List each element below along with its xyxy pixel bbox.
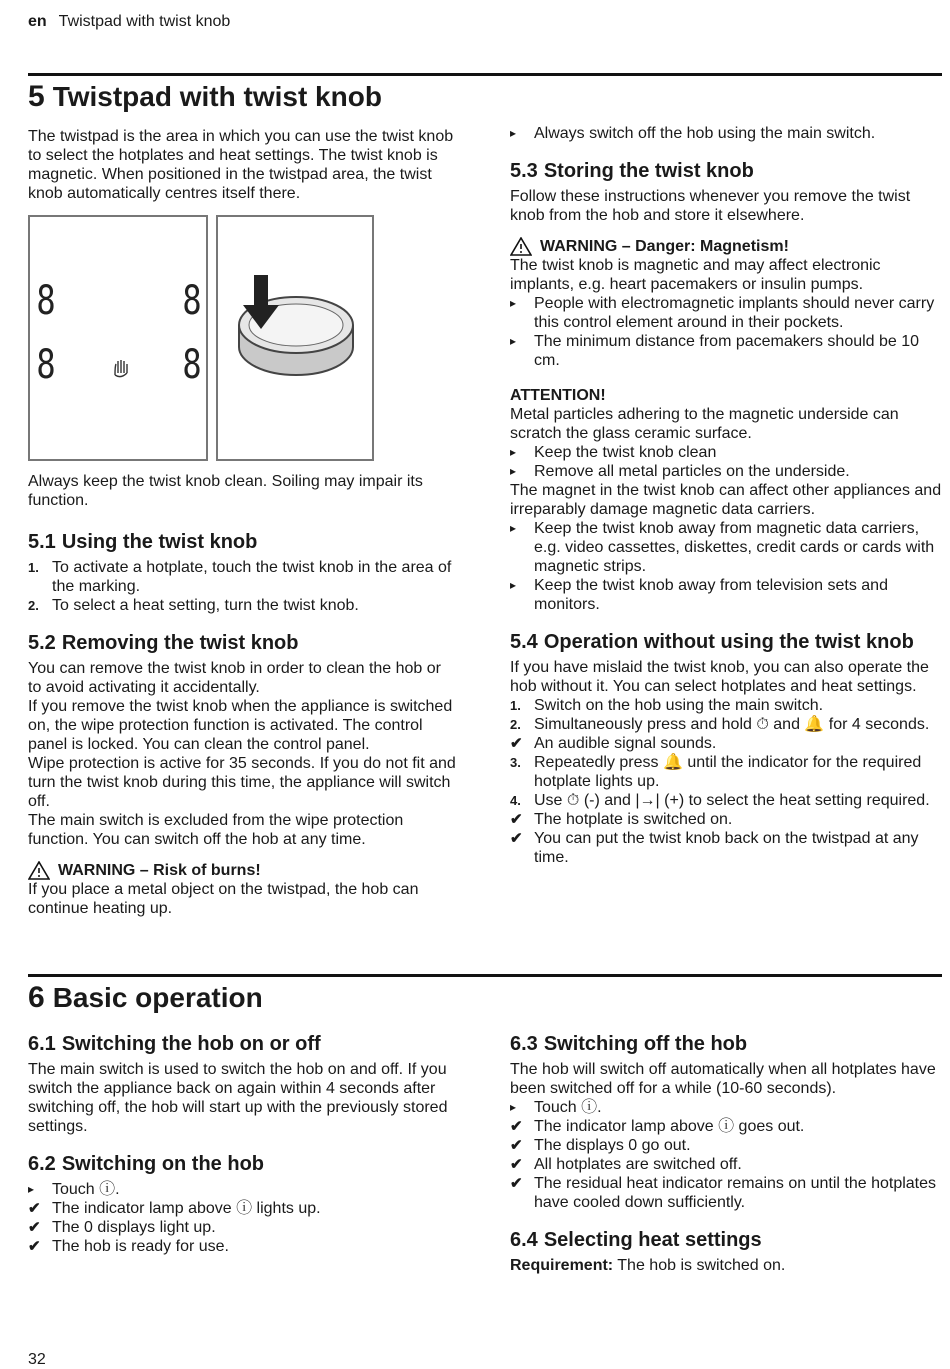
- attention-title: ATTENTION!: [510, 387, 606, 404]
- requirement-text: The hob is switched on.: [613, 1257, 786, 1274]
- intro-paragraph: The twistpad is the area in which you can use the twist knob to select the hotplates and heat settings. The twist knob is magnetic. When positioned in the twistpad area, the twist knob automatically centres itself there.: [28, 128, 454, 202]
- paragraph: If you have mislaid the twist knob, you can also operate the hob without it. You can select hotplates and heat settings.: [510, 659, 929, 695]
- twist-knob-diagram: [216, 215, 374, 461]
- list-item: [510, 734, 944, 753]
- requirement-label: Requirement:: [510, 1257, 614, 1274]
- list-item: [510, 810, 944, 829]
- section-6-2-heading: [28, 1152, 458, 1176]
- list-item: [28, 1199, 458, 1218]
- step-number: 2.: [28, 598, 39, 613]
- bullet-text: Always switch off the hob using the main switch.: [534, 125, 876, 142]
- bullet-icon: ▸: [510, 126, 517, 140]
- bullet-text: Touch ⓘ.: [534, 1099, 602, 1116]
- result-text: The 0 displays light up.: [52, 1219, 216, 1236]
- section-title: Switching on the hob: [61, 1153, 265, 1175]
- section-number: 5.4: [510, 631, 538, 653]
- check-icon: ✔: [28, 1219, 41, 1236]
- chapter6-right-column: [510, 1032, 944, 1275]
- section-number: 6.3: [510, 1033, 538, 1055]
- list-item: [510, 1136, 944, 1155]
- section-number: 6.4: [510, 1229, 538, 1251]
- list-item: [510, 332, 944, 370]
- step-text: Use ⏱ (-) and |→| (+) to select the heat setting required.: [534, 792, 930, 809]
- check-icon: ✔: [510, 1118, 523, 1135]
- result-text: The indicator lamp above ⓘ lights up.: [52, 1200, 321, 1217]
- step-text: Switch on the hob using the main switch.: [534, 697, 824, 714]
- language-code: en: [28, 13, 47, 30]
- list-item: [510, 124, 944, 143]
- clean-note: Always keep the twist knob clean. Soiling may impair its function.: [28, 473, 423, 509]
- step-text: Repeatedly press 🔔 until the indicator for the required hotplate lights up.: [534, 754, 922, 790]
- check-icon: ✔: [28, 1238, 41, 1255]
- chapter-number: 6: [28, 981, 45, 1014]
- step-number: 2.: [510, 717, 521, 732]
- chapter-title: [28, 981, 263, 1015]
- step-number: 1.: [510, 698, 521, 713]
- hotplate-display: 8: [36, 342, 56, 388]
- section-number: 5.1: [28, 531, 56, 553]
- bullet-text: Keep the twist knob away from television sets and monitors.: [534, 577, 888, 613]
- result-text: The indicator lamp above ⓘ goes out.: [534, 1118, 805, 1135]
- list-item: [510, 443, 944, 462]
- chapter-title-text: Twistpad with twist knob: [52, 81, 382, 112]
- list-item: [510, 519, 944, 576]
- step-number: 3.: [510, 755, 521, 770]
- bullet-icon: ▸: [510, 1100, 517, 1114]
- paragraph: The magnet in the twist knob can affect other appliances and irreparably damage magnetic data carriers.: [510, 482, 942, 518]
- bullet-text: Keep the twist knob away from magnetic data carriers, e.g. video cassettes, diskettes, credit cards or cards with magnetic strips.: [534, 520, 935, 575]
- chapter6-left-column: [28, 1032, 458, 1256]
- section-number: 5.3: [510, 160, 538, 182]
- section-title: Switching off the hob: [543, 1033, 748, 1055]
- bullet-text: Keep the twist knob clean: [534, 444, 717, 461]
- list-item: [28, 1218, 458, 1237]
- section-5-3-heading: [510, 159, 944, 183]
- chapter-title-text: Basic operation: [52, 982, 263, 1013]
- section-6-1-heading: [28, 1032, 458, 1056]
- bullet-text: The minimum distance from pacemakers should be 10 cm.: [534, 333, 920, 369]
- bullet-text: Remove all metal particles on the underside.: [534, 463, 850, 480]
- chapter5-left-lower: [28, 472, 458, 918]
- step-number: 1.: [28, 560, 39, 575]
- hotplate-display: 8: [36, 278, 56, 324]
- section-title: Using the twist knob: [61, 531, 258, 553]
- check-icon: ✔: [510, 830, 523, 847]
- bullet-text: Touch ⓘ.: [52, 1181, 120, 1198]
- list-item: [510, 696, 944, 715]
- wipe-protection-icon: [110, 357, 132, 379]
- requirement: [510, 1256, 944, 1275]
- section-title: Storing the twist knob: [543, 160, 754, 182]
- section-title: Operation without using the twist knob: [543, 631, 914, 653]
- attention-text: Metal particles adhering to the magnetic underside can scratch the glass ceramic surface.: [510, 406, 899, 442]
- list-item: [510, 1155, 944, 1174]
- list-item: [28, 1180, 458, 1199]
- hotplate-display: 8: [182, 342, 202, 388]
- section-5-1-heading: [28, 530, 458, 554]
- warning-title: WARNING – Danger: Magnetism!: [540, 238, 789, 255]
- warning-text: If you place a metal object on the twistpad, the hob can continue heating up.: [28, 881, 419, 917]
- list-item: [510, 791, 944, 810]
- step-text: To activate a hotplate, touch the twist knob in the area of the marking.: [52, 559, 452, 595]
- section-title: Removing the twist knob: [61, 632, 299, 654]
- warning-title: WARNING – Risk of burns!: [58, 862, 261, 879]
- result-text: All hotplates are switched off.: [534, 1156, 742, 1173]
- chapter-rule: [28, 73, 942, 76]
- list-item: [510, 753, 944, 791]
- list-item: [510, 1117, 944, 1136]
- step-number: 4.: [510, 793, 521, 808]
- paragraph: If you remove the twist knob when the appliance is switched on, the wipe protection function is activated. The control panel is locked. You can clean the control panel.: [28, 698, 453, 753]
- result-text: The hob is ready for use.: [52, 1238, 229, 1255]
- control-panel-diagram: [28, 215, 208, 461]
- chapter-number: 5: [28, 80, 45, 113]
- section-number: 6.2: [28, 1153, 56, 1175]
- warning-heading: [510, 237, 944, 256]
- section-number: 6.1: [28, 1033, 56, 1055]
- section-5-2-heading: [28, 631, 458, 655]
- bullet-icon: ▸: [28, 1182, 35, 1196]
- list-item: [510, 829, 944, 867]
- check-icon: ✔: [28, 1200, 41, 1217]
- page-number: 32: [28, 1351, 46, 1368]
- list-item: [510, 294, 944, 332]
- list-item: [28, 558, 458, 596]
- list-item: [28, 1237, 458, 1256]
- result-text: An audible signal sounds.: [534, 735, 717, 752]
- section-5-4-heading: [510, 630, 944, 654]
- check-icon: ✔: [510, 1137, 523, 1154]
- list-item: [510, 1174, 944, 1212]
- hotplate-display: 8: [182, 278, 202, 324]
- chapter5-left-column: [28, 127, 458, 203]
- result-text: You can put the twist knob back on the twistpad at any time.: [534, 830, 919, 866]
- bullet-text: People with electromagnetic implants should never carry this control element around in their pockets.: [534, 295, 935, 331]
- warning-text: The twist knob is magnetic and may affect electronic implants, e.g. heart pacemakers or insulin pumps.: [510, 257, 881, 293]
- check-icon: ✔: [510, 1175, 523, 1192]
- bullet-icon: ▸: [510, 445, 517, 459]
- section-title: Switching the hob on or off: [61, 1033, 321, 1055]
- chapter5-right-column: [510, 124, 944, 867]
- bullet-icon: ▸: [510, 296, 517, 310]
- paragraph: You can remove the twist knob in order to clean the hob or to avoid activating it accidentally.: [28, 660, 441, 696]
- bullet-icon: ▸: [510, 464, 517, 478]
- warning-triangle-icon: [28, 861, 50, 880]
- bullet-icon: ▸: [510, 578, 517, 592]
- list-item: [510, 462, 944, 481]
- paragraph: The main switch is used to switch the hob on and off. If you switch the appliance back on again within 4 seconds after switching off, the hob will start up with the previously stored settings.: [28, 1061, 448, 1135]
- paragraph: Follow these instructions whenever you remove the twist knob from the hob and store it elsewhere.: [510, 188, 911, 224]
- list-item: [510, 715, 944, 734]
- paragraph: The hob will switch off automatically when all hotplates have been switched off for a while (10-60 seconds).: [510, 1061, 936, 1097]
- check-icon: ✔: [510, 811, 523, 828]
- running-header: [28, 12, 230, 31]
- section-6-4-heading: [510, 1228, 944, 1252]
- chapter-rule: [28, 974, 942, 977]
- section-6-3-heading: [510, 1032, 944, 1056]
- list-item: [510, 1098, 944, 1117]
- warning-triangle-icon: [510, 237, 532, 256]
- list-item: [510, 576, 944, 614]
- section-number: 5.2: [28, 632, 56, 654]
- step-text: To select a heat setting, turn the twist knob.: [52, 597, 359, 614]
- step-text: Simultaneously press and hold ⏱ and 🔔 for 4 seconds.: [534, 716, 930, 733]
- twistpad-figure: [28, 215, 378, 465]
- check-icon: ✔: [510, 735, 523, 752]
- header-title: Twistpad with twist knob: [58, 13, 231, 30]
- check-icon: ✔: [510, 1156, 523, 1173]
- chapter-title: [28, 80, 382, 114]
- twist-knob-icon: [218, 217, 372, 459]
- bullet-icon: ▸: [510, 521, 517, 535]
- paragraph: Wipe protection is active for 35 seconds. If you do not fit and turn the twist knob during this time, the appliance will switch off.: [28, 755, 456, 810]
- result-text: The displays 0 go out.: [534, 1137, 691, 1154]
- result-text: The hotplate is switched on.: [534, 811, 733, 828]
- result-text: The residual heat indicator remains on until the hotplates have cooled down sufficiently.: [534, 1175, 937, 1211]
- list-item: [28, 596, 458, 615]
- warning-heading: [28, 861, 458, 880]
- section-title: Selecting heat settings: [543, 1229, 762, 1251]
- paragraph: The main switch is excluded from the wipe protection function. You can switch off the hob at any time.: [28, 812, 404, 848]
- bullet-icon: ▸: [510, 334, 517, 348]
